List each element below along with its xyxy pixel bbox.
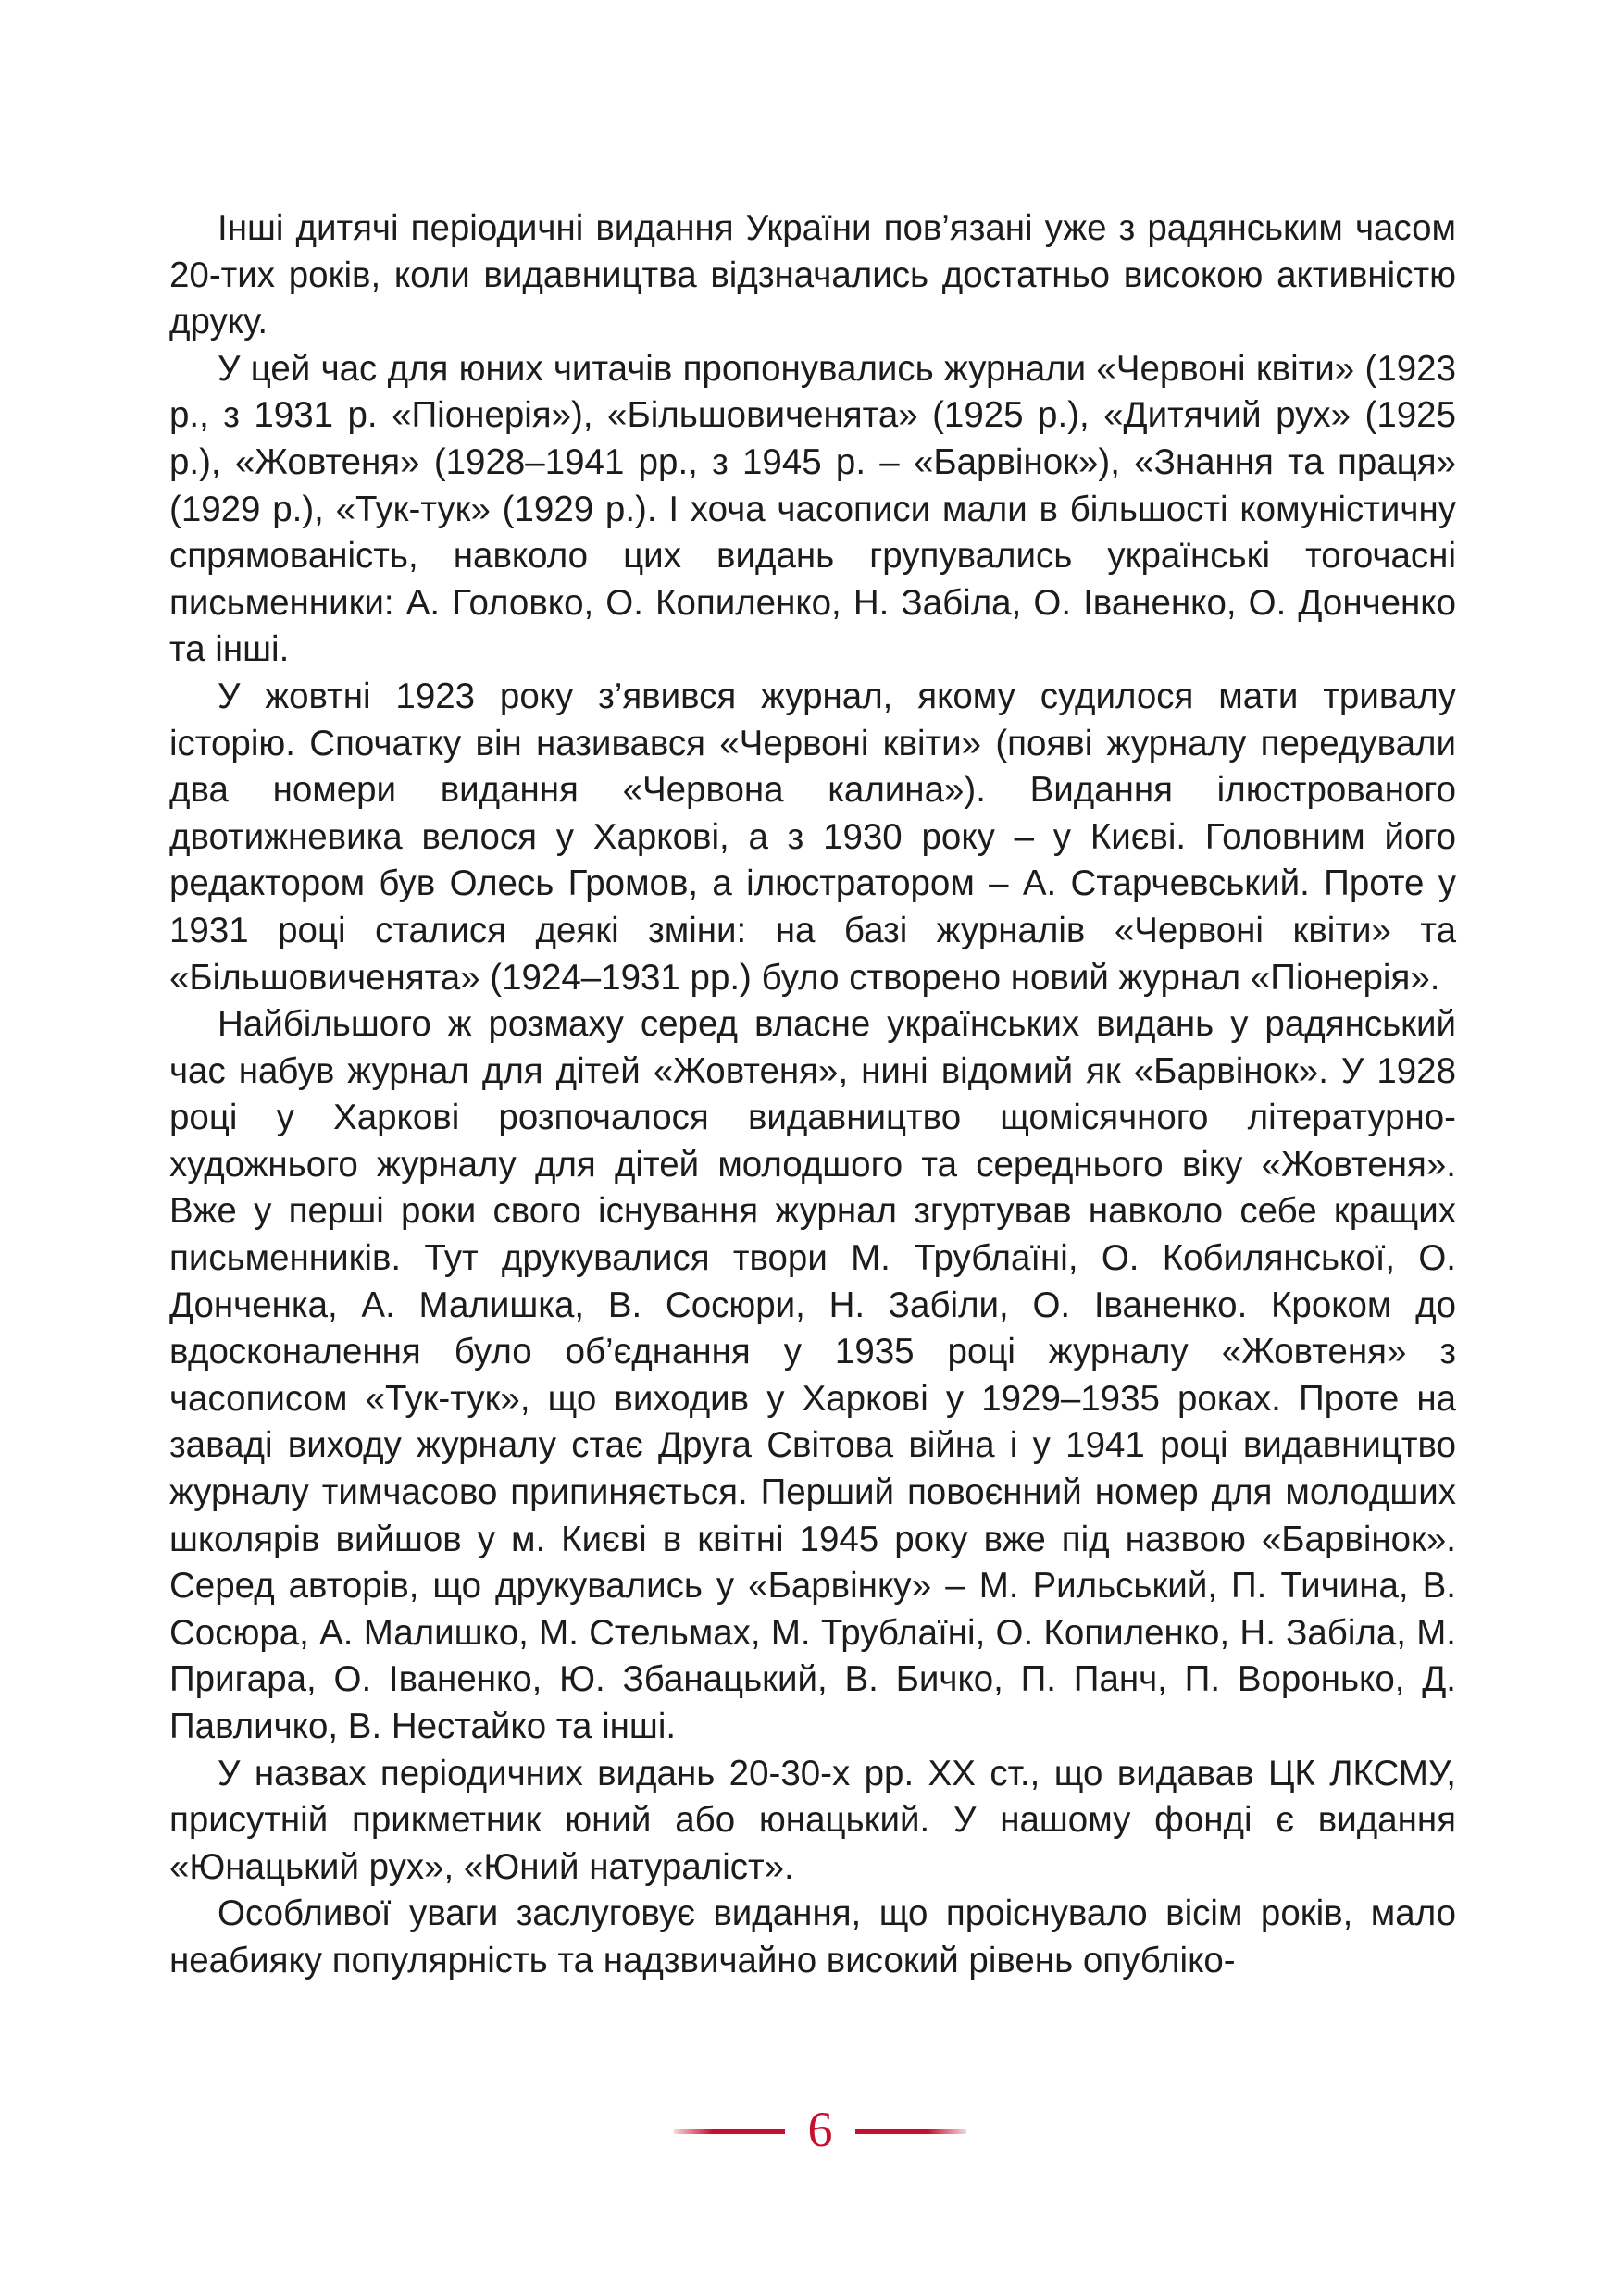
paragraph-2: У цей час для юних читачів пропонувались журнали «Червоні квіти» (1923 р., з 1931 р. «Піонерія»), «Більшовиченята» (1925 р.), «Дитячий рух» (1925 р.), «Жовтеня» (1928–1941 рр., з 1945 р. – «Барвінок»), «Знання та праця» (1929 р.), «Тук-тук» (1929 р.). І хоча часописи мали в більшості комуністичну спрямованість, навколо цих видань групувались українські тогочасні письменники: А. Головко, О. Копиленко, Н. Забіла, О. Іваненко, О. Донченко та інші. xyxy=(169,348,1456,670)
paragraph-5: У назвах періодичних видань 20-30-х рр. ХХ ст., що видавав ЦК ЛКСМУ, присутній прикметник юний або юнацький. У нашому фонді є видання «Юнацький рух», «Юний натураліст». xyxy=(169,1753,1456,1887)
paragraph-4: Найбільшого ж розмаху серед власне українських видань у радянський час набув журнал для дітей «Жовтеня», нині відомий як «Барвінок». У 1928 році у Харкові розпочалося видавництво щомісячного літературно-художнього журналу для дітей молодшого та середнього віку «Жовтеня». Вже у перші роки свого існування журнал згуртував навколо себе кращих письменників. Тут друкувалися твори М. Трублаїні, О. Кобилянської, О. Донченка, А. Малишка, В. Сосюри, Н. Забіли, О. Іваненко. Кроком до вдосконалення було об’єднання у 1935 році журналу «Жовтеня» з часописом «Тук-тук», що виходив у Харкові у 1929–1935 роках. Проте на заваді виходу журналу стає Друга Світова війна і у 1941 році видавництво журналу тимчасово припиняється. Перший повоєнний номер для молодших школярів вийшов у м. Києві в квітні 1945 року вже під назвою «Барвінок». Серед авторів, що друкувались у «Барвінку» – М. Рильський, П. Тичина, В. Сосюра, А. Малишко, М. Стельмах, М. Трублаїні, О. Копиленко, Н. Забіла, М. Пригара, О. Іваненко, Ю. Збанацький, В. Бичко, П. Панч, П. Воронько, Д. Павличко, В. Нестайко та інші. xyxy=(169,1004,1456,1746)
paragraph-3: У жовтні 1923 року з’явився журнал, якому судилося мати тривалу історію. Спочатку він називався «Червоні квіти» (появі журналу передували два номери видання «Червона калина»). Видання ілюстрованого двотижневика велося у Харкові, а з 1930 року – у Києві. Головним його редактором був Олесь Громов, а ілюстратором – А. Старчевський. Проте у 1931 році сталися деякі зміни: на базі журналів «Червоні квіти» та «Більшовиченята» (1924–1931 рр.) було створено новий журнал «Піонерія». xyxy=(169,676,1456,998)
paragraph-1: Інші дитячі періодичні видання України пов’язані уже з радянським часом 20-тих років, коли видавництва відзначались достатньо високою активністю друку. xyxy=(169,208,1456,342)
page-footer xyxy=(0,2101,1619,2156)
body-text xyxy=(169,205,1456,1985)
footer-rule-left xyxy=(674,2129,785,2134)
paragraph-6: Особливої уваги заслуговує видання, що проіснувало вісім років, мало неабияку популярність та надзвичайно високий рівень опубліко- xyxy=(169,1893,1456,1980)
page-number: 6 xyxy=(807,2102,833,2157)
footer-rule-right xyxy=(855,2129,966,2134)
